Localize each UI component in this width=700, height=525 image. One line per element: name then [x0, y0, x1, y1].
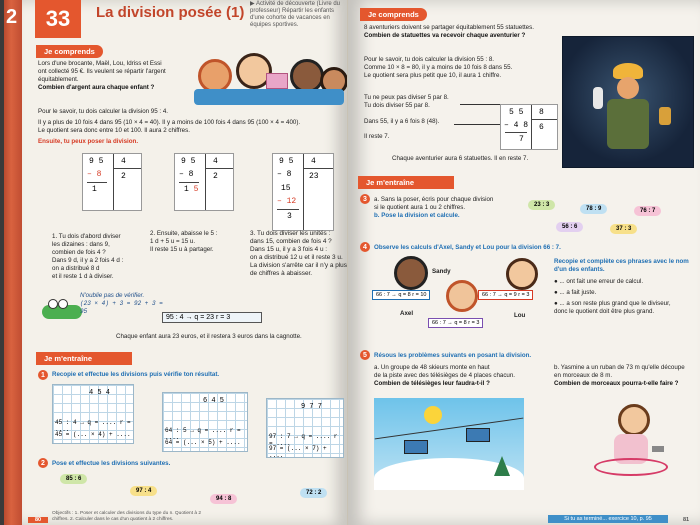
right-page: [348, 0, 700, 525]
girl-face-icon: [618, 404, 650, 436]
division-right: 5 5 8 – 4 8 6 7: [500, 104, 558, 150]
verify-note: N'oublie pas de vérifier. (23 × 4) + 3 = 92 + 3 = 95: [80, 292, 163, 315]
calc-mid: 66 : 7 → q = 8 r = 3: [428, 318, 483, 328]
axel-illustration: [446, 280, 478, 312]
step-2-text: 2. Ensuite, abaisse le 5 : 1 d + 5 u = 15 u. Il reste 15 u à partager.: [150, 230, 218, 253]
adventurer-face-icon: [617, 77, 639, 99]
child-1-illustration: [198, 59, 232, 93]
ribbon-icon: [594, 458, 668, 476]
exercise-number-1: 1: [38, 370, 48, 380]
name-lou: Lou: [514, 312, 526, 319]
crocodile-mascot-illustration: [42, 295, 82, 323]
discovery-note: ▶ Activité de découverte (Livre du professeur) Répartir les enfants d'une cohorte de vacances en équipes sportives.: [250, 1, 340, 28]
calc-axel-top: 66 : 7 → q = 8 r = 10: [372, 290, 430, 300]
arrow-line-1: [460, 104, 500, 105]
children-illustration: [194, 47, 344, 107]
left-footer-objectives: Objectifs : 1. Poser et calculer des divisions du type du n. Quotient à 2 chiffres. 2. Calculer dans le cas d'un quotient à 2 chiffres.: [52, 511, 202, 522]
ex3-item-2: 78 : 9: [580, 204, 607, 214]
ex2-item-1: 85 : 6: [60, 474, 87, 484]
exercise-number-3: 3: [360, 194, 370, 204]
adventurer-body-icon: [607, 99, 649, 149]
chairlift-1-icon: [404, 440, 428, 454]
ski-lift-illustration: [374, 398, 524, 490]
children-calculations: [366, 256, 541, 334]
calc-lou-top: 66 : 7 → q = 9 r = 3: [478, 290, 533, 300]
tree-icon: [494, 456, 510, 476]
je-mentraine-header: Je m'entraîne: [36, 352, 132, 365]
je-mentraine-header-right: Je m'entraîne: [358, 176, 454, 189]
step-3-text: 3. Tu dois diviser les unités : dans 15, combien de fois 4 ? Dans 15 u, il y a 3 fois 4 u : on a distribué 12 u et il reste 3 u. La division s'arrête car il n'y a plus de chiffres à abaisser.: [250, 230, 347, 277]
name-sandy: Sandy: [432, 268, 451, 275]
ex1-grid-b: 6 4 5 64 : 5 → q = .... r = .... 64 = (... × 5) + ....: [162, 392, 248, 452]
je-comprends-tag-right: Je comprends: [360, 8, 427, 21]
explanation: Pour le savoir, tu dois calculer la division 95 : 4. Il y a plus de 10 fois 4 dans 95 (10 × 4 = 40). Il y a moins de 100 fois 4 dans 95 (100 × 4 = 400). Le quotient sera donc entre 10 et 100. Il aura 2 chiffres. Ensuite, tu peux poser la division.: [38, 108, 301, 145]
division-step-2: 9 5 4 – 8 2 1 5: [174, 153, 234, 211]
left-page-number: 80: [28, 517, 48, 523]
girl-ribbon-illustration: [588, 400, 678, 480]
result-box: 95 : 4 → q = 23 r = 3: [162, 312, 262, 323]
scissors-icon: [652, 446, 664, 452]
sandy-illustration: [394, 256, 428, 290]
edge-number: 2: [6, 6, 18, 28]
name-axel: Axel: [400, 310, 414, 317]
lift-cable: [375, 418, 524, 440]
division-step-1: 9 5 4 – 8 2 1: [82, 153, 142, 211]
exercise-5b: b. Yasmine a un ruban de 73 m qu'elle découpe en morceaux de 8 m. Combien de morceaux pourra-t-elle faire ?: [554, 364, 685, 387]
exercise-number-4: 4: [360, 242, 370, 252]
statuette-icon: [593, 87, 603, 109]
arrow-line-2: [454, 124, 500, 125]
ex2-item-3: 94 : 8: [210, 494, 237, 504]
page-edge-tab: [4, 0, 22, 525]
conclusion: Chaque enfant aura 23 euros, et il restera 3 euros dans la cagnotte.: [116, 333, 302, 340]
exercise-2-title: Pose et effectue les divisions suivantes.: [52, 460, 171, 467]
step-1-text: 1. Tu dois d'abord diviser les dizaines : dans 9, combien de fois 4 ? Dans 9 d, il y a 2 fois 4 d : on a distribué 8 d et il reste 1 d à diviser.: [52, 233, 124, 280]
explanation-right: Pour le savoir, tu dois calculer la division 55 : 8. Comme 10 × 8 = 80, il y a moins de 10 fois 8 dans 55. Le quotient sera plus petit que 10, il aura 1 chiffre.: [364, 56, 513, 79]
exercise-4-title: Observe les calculs d'Axel, Sandy et Lou pour la division 66 : 7.: [374, 244, 561, 251]
ex3-item-5: 37 : 3: [610, 224, 637, 234]
exercise-5-title: Résous les problèmes suivants en posant la division.: [374, 352, 532, 359]
lantern-icon: [659, 107, 671, 125]
adventurer-cave-illustration: [562, 36, 694, 168]
ex1-grid-a: 4 5 4 45 : 4 → q = .... r = .... 45 = (... × 4) + ....: [52, 384, 134, 444]
exercise-number-5: 5: [360, 350, 370, 360]
lesson-number: 33: [35, 0, 81, 38]
steps-right: Tu ne peux pas diviser 5 par 8. Tu dois diviser 55 par 8. Dans 55, il y a 6 fois 8 (48). Il reste 7.: [364, 94, 449, 140]
ex3-item-4: 56 : 6: [556, 222, 583, 232]
lesson-title: La division posée (1): [96, 4, 245, 21]
problem-statement-right: 8 aventuriers doivent se partager équitablement 55 statuettes. Combien de statuettes va recevoir chaque aventurier ?: [364, 24, 534, 39]
open-textbook: [4, 0, 700, 525]
je-comprends-tag: Je comprends: [36, 45, 103, 58]
exercise-number-2: 2: [38, 458, 48, 468]
exercise-5a: a. Un groupe de 48 skieurs monte en haut de la piste avec des télésièges de 4 places chacun. Combien de télésièges leur faudra-t-il ?: [374, 364, 516, 387]
footer-extra-exercise: Si tu as terminé... exercice 10, p. 95: [548, 515, 668, 523]
shirts-illustration: [194, 89, 344, 105]
right-page-number: 81: [682, 517, 690, 523]
result-right: Chaque aventurier aura 6 statuettes. Il en reste 7.: [392, 155, 529, 162]
lou-illustration: [506, 258, 538, 290]
ex2-item-4: 72 : 2: [300, 488, 327, 498]
division-step-3: 9 5 4 – 8 23 15 – 12 3: [272, 153, 334, 231]
left-page: [22, 0, 348, 525]
child-3-illustration: [290, 59, 324, 93]
ex1-grid-c: 9 7 7 97 : 7 → q = .... r = .... 97 = (... × 7) + ....: [266, 398, 344, 458]
ex3-item-1: 23 : 3: [528, 200, 555, 210]
sun-icon: [424, 406, 442, 424]
chairlift-2-icon: [466, 428, 490, 442]
envelope-illustration: [266, 73, 288, 89]
problem-statement: Lors d'une brocante, Maël, Lou, Idriss et Essi ont collecté 95 €. Ils veulent se répartir l'argent équitablement. Combien d'argent aura chaque enfant ?: [38, 60, 166, 91]
ex3-item-3: 76 : 7: [634, 206, 661, 216]
exercise-4-instructions: Recopie et complète ces phrases avec le nom d'un des enfants. ● ... ont fait une erreur de calcul. ● ... a fait juste. ● ... a son reste plus grand que le diviseur, donc le quotient doit être plus grand.: [554, 258, 689, 315]
exercise-3-text: a. Sans la poser, écris pour chaque division si le quotient aura 1 ou 2 chiffres. b. Pose la division et calcule.: [374, 196, 494, 219]
ex2-item-2: 97 : 4: [130, 486, 157, 496]
exercise-1-title: Recopie et effectue les divisions puis vérifie ton résultat.: [52, 371, 220, 378]
